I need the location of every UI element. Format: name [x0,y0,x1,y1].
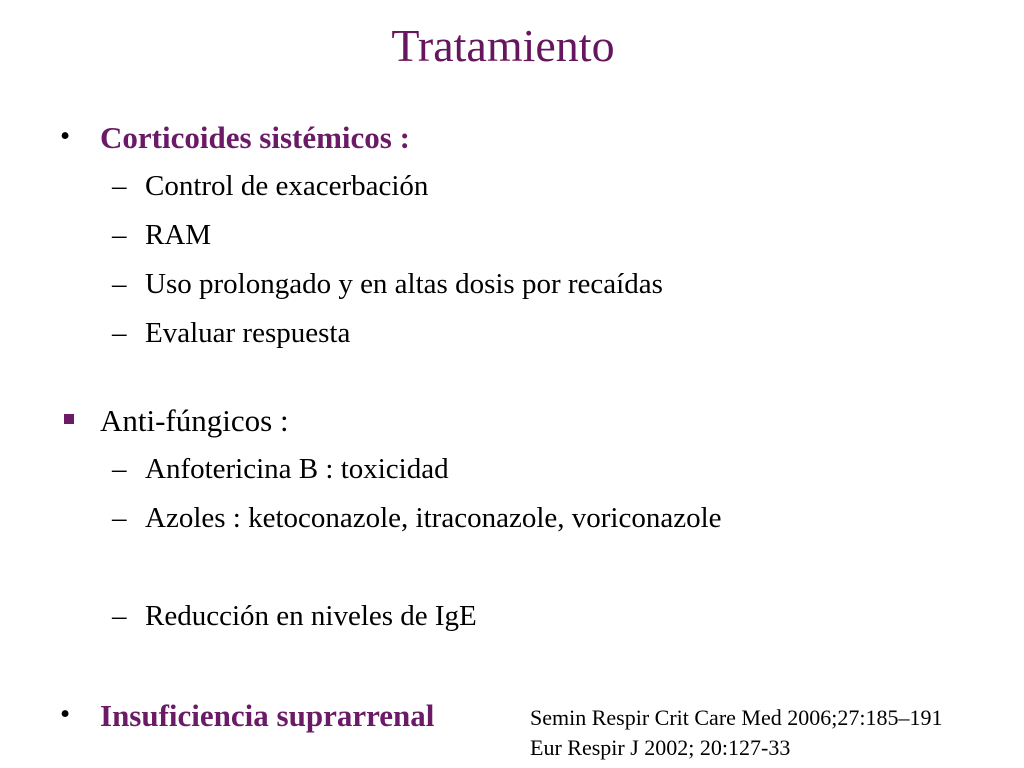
section-heading-antifungicos: Anti-fúngicos : [100,403,289,438]
dash-icon: – [112,317,127,349]
list-item: Evaluar respuesta [145,317,351,349]
list-item: Control de exacerbación [145,170,429,202]
dash-icon: – [112,170,127,202]
section-heading-insuficiencia: Insuficiencia suprarrenal [100,698,435,733]
list-item: Azoles : ketoconazole, itraconazole, voriconazole [145,502,722,534]
dash-icon: – [112,453,127,485]
reference-citation: Semin Respir Crit Care Med 2006;27:185–191 [530,705,943,730]
reference-citation: Eur Respir J 2002; 20:127-33 [530,735,791,760]
dash-icon: – [112,600,127,632]
section-heading-corticoides: Corticoides sistémicos : [100,120,410,155]
list-item: Reducción en niveles de IgE [145,600,477,632]
list-item: Anfotericina B : toxicidad [145,453,449,485]
dash-icon: – [112,219,127,251]
dash-icon: – [112,268,127,300]
bullet-square-icon [64,414,74,424]
bullet-dot-icon: • [60,698,71,730]
dash-icon: – [112,502,127,534]
bullet-dot-icon: • [60,120,71,152]
list-item: Uso prolongado y en altas dosis por recaídas [145,268,663,300]
slide-title: Tratamiento [391,20,615,71]
list-item: RAM [145,219,212,251]
